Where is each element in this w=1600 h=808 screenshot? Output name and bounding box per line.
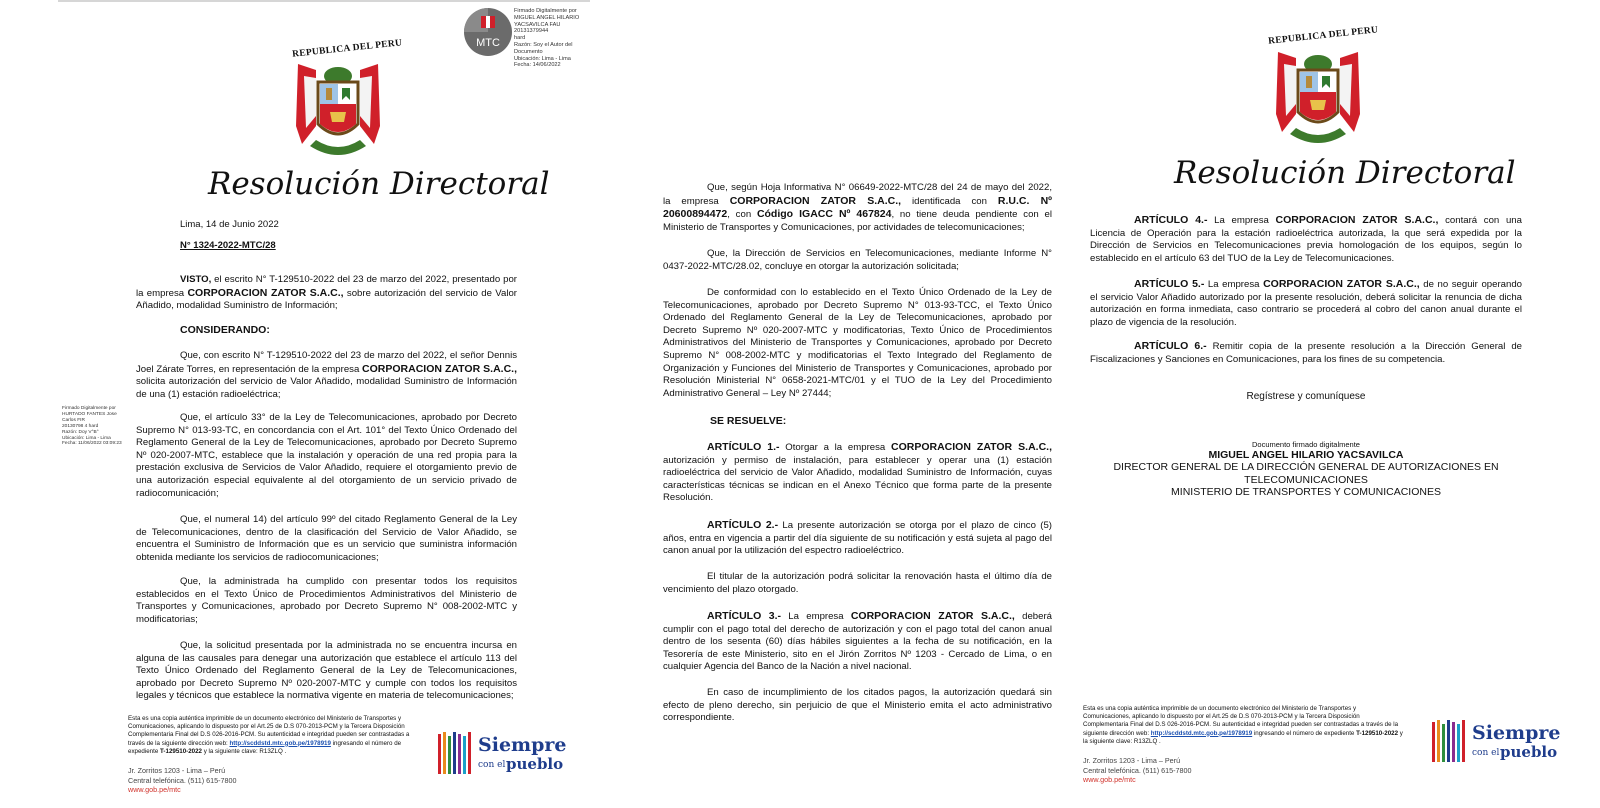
coat-of-arms-icon [1270, 44, 1366, 152]
article-1 [663, 441, 1052, 505]
paragraph-text: Que, según Hoja Informativa N° 06649-2022-MTC/28 del 24 de mayo del 2022, la empresa [663, 182, 1052, 207]
signature-stamp-line: Documento [514, 48, 543, 55]
considerando-paragraph-1 [136, 350, 517, 401]
igacc-code: Código IGACC Nº 467824 [756, 208, 892, 221]
signature-stamp-line: Firmado Digitalmente por [514, 8, 577, 14]
margin-signature-line: Fecha: 11/06/2022 03:09:23 [62, 441, 122, 447]
signature-stamp-line: Ubicación: Lima - Lima [514, 55, 571, 62]
paragraph-text: La presente autorización se otorga por el plazo de cinco (5) años, entra en vigencia a partir del día siguiente de su notificación y está sujeta al pago del canon anual por la utilización del espectro radioeléctrico. [663, 520, 1052, 557]
visto-text-1: el escrito N° T-129510-2022 del 23 de marzo del 2022, presentado por la empresa [136, 274, 517, 299]
paragraph-text: de no seguir operando el servicio Valor Añadido autorizado por la presente resolución, deberá solicitar la renuncia de dicha autorización en forma inmediata, caso contrario se procederá al cobro del canon anual durante el plazo de vigencia de la resolución. [1090, 279, 1522, 328]
document-page-3 [1083, 0, 1588, 808]
signature-stamp-line: Razón: Soy el Autor del [514, 41, 573, 48]
page2-paragraph-4: El titular de la autorización podrá solicitar la renovación hasta el último día de vencimiento del plazo otorgado. [663, 571, 1052, 595]
paragraph-text: deberá cumplir con el pago total del derecho de autorización y con el pago total del canon anual dentro de los sesenta (60) días hábiles siguientes a la fecha de su notificación, en la Tesorería de este Ministerio, sito en el Jirón Zorritos Nº 1203 - Cercado de Lima, o en cualquier Agencia del Banco de la Nación a nivel nacional. [663, 611, 1052, 673]
article-3 [663, 610, 1052, 674]
considerando-heading: CONSIDERANDO: [180, 324, 270, 336]
document-page-2 [640, 0, 1080, 808]
closing-phrase: Regístrese y comuníquese [1246, 391, 1366, 402]
signature-stamp-line: hard [514, 35, 526, 42]
paragraph-text: Remitir copia de la presente resolución a la Dirección General de Fiscalizaciones y Sanciones en Comunicaciones, para los fines de su competencia. [1090, 341, 1522, 365]
paragraph-text: autorización y permiso de instalación, para establecer y operar una (1) estación radioeléctrica del servicio de Valor Añadido, modalidad Suministro de Información, cuyas características técnicas se indican en el Anexo Técnico que forma parte de la presente Resolución. [663, 454, 1052, 504]
considerando-paragraph-3: Que, el numeral 14) del artículo 99º del citado Reglamento General de la Ley de Telecomunicaciones, dentro de la clasificación del Servicio de Valor Añadido, se encuentra el Suministro de Información que es un servicio que suministra información obtenida mediante los servicios de radiocomunicaciones; [136, 514, 517, 563]
company-name: CORPORACION ZATOR S.A.C., [1263, 278, 1420, 290]
siempre-con-el-pueblo-logo [436, 730, 567, 780]
article-2 [663, 519, 1052, 558]
paragraph-text: solicita autorización del servicio de Valor Añadido, modalidad Suministro de Información de una (1) estación radioeléctrica; [136, 376, 517, 400]
company-name: CORPORACION ZATOR S.A.C., [729, 194, 902, 207]
logo-word-con-el: con el [478, 760, 506, 770]
page2-paragraph-3: De conformidad con lo establecido en el Texto Único Ordenado de la Ley de Telecomunicaciones, aprobado por Decreto Supremo N° 013-93-TCC, el Texto Único Ordenado del Reglamento General de la Ley de Telecomunicaciones, aprobado por Decreto Supremo Nº 020-2007-MTC y modificatorias, Texto Único de Procedimientos Administrativos del Ministerio de Transportes y Comunicaciones, aprobado por Decreto Supremo N° 008-2002-MTC y modificatorias el Texto Integrado del Reglamento de Organización y Funciones del Ministerio de Transportes y Comunicaciones, aprobado por Resolución Ministerial N° 0658-2021-MTC/01 y el TUO de la Ley del Procedimiento Administrativo General – Ley Nº 27444; [663, 287, 1052, 399]
margin-signature-line: Razón: Doy V°B° [62, 429, 99, 435]
paragraph-text: La empresa [1204, 279, 1264, 290]
document-title: Resolución Directoral [208, 166, 550, 202]
visto-paragraph [136, 274, 517, 313]
paragraph-text: Otorgar a la empresa [779, 442, 891, 453]
logo-stripes-icon [436, 730, 476, 778]
article-3-label: ARTÍCULO 3.- [707, 610, 782, 622]
page2-paragraph-5: En caso de incumplimiento de los citados pagos, la autorización quedará sin efecto de pleno derecho, sin perjuicio de que el Ministerio emita el acto administrativo correspondiente. [663, 687, 1052, 724]
footnote-text: ingresando el número de expediente [1252, 729, 1357, 737]
signature-stamp-line: MIGUEL ANGEL HILARIO [514, 14, 580, 21]
company-name: CORPORACION ZATOR S.A.C., [1275, 214, 1439, 226]
article-6-label: ARTÍCULO 6.- [1134, 340, 1207, 352]
ministry-address [128, 766, 237, 795]
footnote-text: Esta es una copia auténtica imprimible de un documento electrónico del Ministerio de Transportes y Comunicaciones, aplicando lo dispuesto por el Art.25 de D.S 070-2013-PCM y la Tercera Disposición Complementaria Final del D.S 026-2016-PCM. Su autenticidad e integridad pueden ser contrastadas a través de la siguiente dirección web: [128, 715, 410, 747]
company-name: CORPORACION ZATOR S.A.C., [891, 441, 1052, 453]
paragraph-text: , no tiene deuda pendiente con el Ministerio de Transportes y Comunicaciones, por actividades de telecomunicaciones; [663, 209, 1052, 233]
phone-line: Central telefónica. (511) 615-7800 [1083, 765, 1192, 775]
article-1-label: ARTÍCULO 1.- [707, 441, 780, 453]
signer-ministry: MINISTERIO DE TRANSPORTES Y COMUNICACIONES [1171, 486, 1441, 498]
expediente-number: T-129510-2022 [160, 747, 202, 755]
signature-block [1078, 440, 1534, 499]
paragraph-text: La empresa [781, 611, 851, 622]
page2-paragraph-2: Que, la Dirección de Servicios en Telecomunicaciones, mediante Informe N° 0437-2022-MTC/28.02, concluye en otorgar la autorización solicitada; [663, 248, 1052, 272]
signature-stamp-line: Fecha: 14/06/2022 [514, 62, 561, 69]
company-name: CORPORACION ZATOR S.A.C., [187, 286, 344, 299]
considerando-paragraph-5: Que, la solicitud presentada por la administrada no se encuentra incursa en alguna de las causales para denegar una autorización que establece el artículo 113 del Texto Único Ordenado del Reglamento General de la Ley de Telecomunicaciones, aprobado por Decreto Supremo Nº 020-2007-MTC y cumple con todos los requisitos legales y técnicos que establece la normativa vigente en materia de telecomunicaciones; [136, 640, 517, 702]
article-4-label: ARTÍCULO 4.- [1134, 214, 1208, 226]
page2-paragraph-1 [663, 182, 1052, 234]
verification-link[interactable]: http://scddstd.mtc.gob.pe/1978919 [229, 739, 331, 747]
footnote-text: Esta es una copia auténtica imprimible de un documento electrónico del Ministerio de Transportes y Comunicaciones, aplicando lo dispuesto por el Art.25 de D.S 070-2013-PCM y la Tercera Disposición Complementaria Final del D.S 026-2016-PCM. Su autenticidad e integridad pueden ser contrastadas a través de la siguiente dirección web: [1083, 705, 1399, 737]
phone-line: Central telefónica. (511) 615-7800 [128, 775, 237, 785]
logo-word-siempre: Siempre [1472, 722, 1561, 744]
paragraph-text: contará con una Licencia de Operación para la estación radioeléctrica autorizada, la que será expedida por la Dirección de Servicios en Telecomunicaciones previa homologación de los equipos, según lo establecido en el artículo 63 del TUO de la Ley de Telecomunicaciones. [1090, 215, 1522, 264]
margin-signature-line: HURTADO FANTES Jose Carlos FIR [62, 411, 117, 423]
siempre-con-el-pueblo-logo [1430, 718, 1560, 768]
margin-signature-stamp [62, 406, 122, 447]
logo-word-pueblo: pueblo [1500, 743, 1558, 761]
document-date: Lima, 14 de Junio 2022 [180, 219, 279, 230]
ruc-number: R.U.C. Nº 20600894472 [663, 194, 1052, 221]
margin-signature-line: Firmado Digitalmente por [62, 406, 116, 411]
authenticity-footnote [1083, 705, 1405, 746]
verification-link[interactable]: http://scddstd.mtc.gob.pe/1978919 [1150, 729, 1253, 737]
crest-arc-text: REPUBLICA DEL PERU [1267, 25, 1379, 47]
margin-signature-line: 20130798 4 hard [62, 423, 99, 429]
company-name: CORPORACION ZATOR S.A.C., [850, 610, 1015, 622]
company-name: CORPORACION ZATOR S.A.C., [362, 362, 517, 375]
footnote-text: ingresando el número de expediente [128, 739, 402, 755]
footnote-text: y la siguiente clave: R13ZLQ . [201, 747, 287, 755]
considerando-paragraph-4: Que, la administrada ha cumplido con presentar todos los requisitos establecidos en el Texto Único de Procedimientos Administrativos del Ministerio de Transportes y Comunicaciones, aprobado por Decreto Supremo N° 008-2002-MTC y modificatorias; [136, 576, 517, 625]
page-top-border [58, 0, 590, 2]
expediente-number: T-129510-2022 [1356, 729, 1399, 737]
se-resuelve-heading: SE RESUELVE: [710, 415, 787, 427]
article-5-label: ARTÍCULO 5.- [1134, 278, 1205, 290]
ministry-address [1083, 756, 1192, 785]
considerando-paragraph-2: Que, el artículo 33° de la Ley de Telecomunicaciones, aprobado por Decreto Supremo N° 013-93-TC, en concordancia con el Art. 101° del Texto Único Ordenado del Reglamento General de la Ley de Telecomunicaciones, aprobado por Decreto Supremo Nº 020-2007-MTC, establece que la instalación y operación de una red propia para la prestación exclusiva de Servicios de Valor Añadido, requiere el otorgamiento previo de una autorización especial equivalente al del otorgamiento de un servicio privado de radiocomunicación; [136, 412, 517, 499]
logo-word-pueblo: pueblo [506, 755, 564, 773]
article-4 [1090, 214, 1522, 265]
document-title: Resolución Directoral [1174, 155, 1516, 191]
authenticity-footnote [128, 715, 412, 756]
digital-signature-stamp [514, 8, 590, 69]
signer-name: MIGUEL ANGEL HILARIO YACSAVILCA [1208, 449, 1404, 461]
margin-signature-line: Ubicación: Lima - Lima [62, 435, 111, 441]
crest-arc-text: REPUBLICA DEL PERU [291, 38, 403, 60]
mtc-seal-icon [462, 6, 514, 58]
coat-of-arms-icon [290, 56, 386, 164]
paragraph-text: Que, con escrito N° T-129510-2022 del 23 de marzo del 2022, el señor Dennis Joel Zárate Torres, en representación de la empresa [136, 350, 517, 375]
paragraph-text: La empresa [1207, 215, 1276, 226]
document-number: N° 1324-2022-MTC/28 [180, 240, 276, 251]
footnote-text: y la siguiente clave: R13ZLQ . [1083, 729, 1403, 745]
website-link[interactable]: www.gob.pe/mtc [1083, 775, 1136, 784]
signed-digitally-note: Documento firmado digitalmente [1252, 440, 1360, 449]
signer-title: TELECOMUNICACIONES [1244, 473, 1368, 486]
website-link[interactable]: www.gob.pe/mtc [128, 785, 181, 794]
article-2-label: ARTÍCULO 2.- [707, 519, 779, 531]
paragraph-text: identificada con [901, 195, 998, 207]
logo-word-con-el: con el [1472, 748, 1500, 758]
logo-word-siempre: Siempre [478, 734, 567, 756]
address-line: Jr. Zorritos 1203 - Lima – Perú [128, 766, 226, 775]
article-5 [1090, 278, 1522, 329]
signature-stamp-line: YACSAVILCA FAU 20131379944 [514, 21, 561, 35]
document-page-1 [58, 0, 590, 808]
visto-label: VISTO, [180, 274, 212, 285]
mtc-seal-text: MTC [476, 37, 500, 49]
signer-title: DIRECTOR GENERAL DE LA DIRECCIÓN GENERAL DE AUTORIZACIONES EN [1113, 461, 1499, 473]
logo-stripes-icon [1430, 718, 1470, 766]
address-line: Jr. Zorritos 1203 - Lima – Perú [1083, 756, 1181, 765]
visto-text-2: sobre autorización del servicio de Valor Añadido, modalidad Suministro de Información; [136, 287, 517, 312]
article-6 [1090, 340, 1522, 366]
paragraph-text: , con [727, 209, 757, 221]
